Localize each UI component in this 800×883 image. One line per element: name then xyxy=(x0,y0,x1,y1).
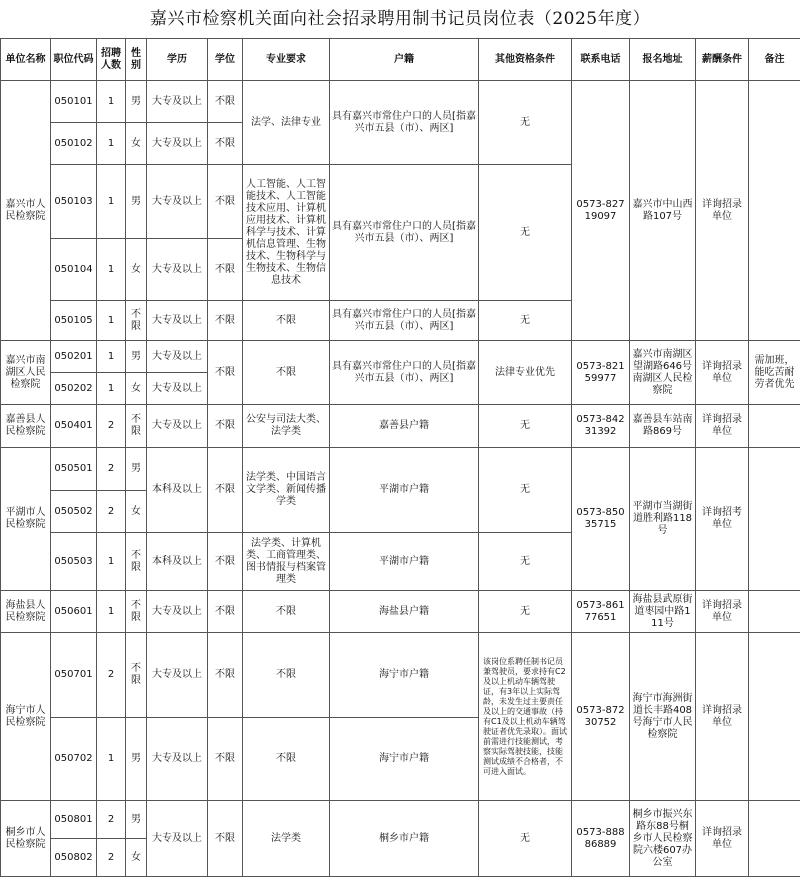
phone-cell: 0573-85035715 xyxy=(572,448,630,591)
other-cell: 无 xyxy=(479,405,572,448)
header-degree: 学位 xyxy=(208,39,243,81)
degree-cell: 不限 xyxy=(208,405,243,448)
count-cell: 2 xyxy=(97,633,126,718)
address-cell: 海盐县武原街道枣园中路111号 xyxy=(630,591,696,633)
degree-cell: 不限 xyxy=(208,591,243,633)
header-address: 报名地址 xyxy=(630,39,696,81)
degree-cell: 不限 xyxy=(208,341,243,405)
count-cell: 1 xyxy=(97,533,126,591)
unit-cell: 海盐县人民检察院 xyxy=(1,591,51,633)
edu-cell: 本科及以上 xyxy=(147,533,208,591)
position-table xyxy=(0,38,800,877)
phone-cell: 0573-88886889 xyxy=(572,801,630,877)
major-cell: 法学、法律专业 xyxy=(243,81,330,165)
code-cell: 050702 xyxy=(51,718,97,801)
address-cell: 海宁市海洲街道长丰路408号海宁市人民检察院 xyxy=(630,633,696,801)
code-cell: 050105 xyxy=(51,301,97,341)
major-cell: 不限 xyxy=(243,301,330,341)
code-cell: 050501 xyxy=(51,448,97,491)
hukou-cell: 桐乡市户籍 xyxy=(330,801,479,877)
hukou-cell: 嘉善县户籍 xyxy=(330,405,479,448)
gender-cell: 男 xyxy=(126,718,147,801)
gender-cell: 女 xyxy=(126,839,147,877)
hukou-cell: 海盐县户籍 xyxy=(330,591,479,633)
address-cell: 嘉善县车站南路869号 xyxy=(630,405,696,448)
note-cell xyxy=(749,591,800,633)
other-cell: 该岗位系聘任制书记员兼驾驶员，要求持有C2及以上机动车辆驾驶证，有3年以上实际驾龄，未发生过主要责任及以上的交通事故（持有C1及以上机动车辆驾驶证者优先录取）。面试前需进行技能测试，考察实际驾驶技能，技能测试成绩不合格者，不可进入面试。 xyxy=(479,633,572,801)
other-cell: 无 xyxy=(479,165,572,301)
degree-cell: 不限 xyxy=(208,123,243,165)
note-cell xyxy=(749,448,800,591)
header-major: 专业要求 xyxy=(243,39,330,81)
count-cell: 1 xyxy=(97,373,126,405)
unit-cell: 平湖市人民检察院 xyxy=(1,448,51,591)
degree-cell: 不限 xyxy=(208,239,243,301)
major-cell: 法学类、中国语言文学类、新闻传播学类 xyxy=(243,448,330,533)
code-cell: 050201 xyxy=(51,341,97,373)
gender-cell: 男 xyxy=(126,165,147,239)
hukou-cell: 海宁市户籍 xyxy=(330,718,479,801)
major-cell: 不限 xyxy=(243,633,330,718)
count-cell: 1 xyxy=(97,165,126,239)
header-edu: 学历 xyxy=(147,39,208,81)
count-cell: 2 xyxy=(97,839,126,877)
degree-cell: 不限 xyxy=(208,718,243,801)
phone-cell: 0573-84231392 xyxy=(572,405,630,448)
gender-cell: 不限 xyxy=(126,405,147,448)
salary-cell: 详询招考单位 xyxy=(696,448,749,591)
count-cell: 2 xyxy=(97,405,126,448)
other-cell: 无 xyxy=(479,81,572,165)
note-cell xyxy=(749,633,800,801)
note-cell xyxy=(749,81,800,341)
table-row xyxy=(1,801,800,839)
code-cell: 050103 xyxy=(51,165,97,239)
salary-cell: 详询招录单位 xyxy=(696,341,749,405)
count-cell: 1 xyxy=(97,301,126,341)
edu-cell: 大专及以上 xyxy=(147,373,208,405)
table-row xyxy=(1,633,800,718)
address-cell: 桐乡市振兴东路东88号桐乡市人民检察院六楼607办公室 xyxy=(630,801,696,877)
other-cell: 法律专业优先 xyxy=(479,341,572,405)
phone-cell: 0573-87230752 xyxy=(572,633,630,801)
edu-cell: 大专及以上 xyxy=(147,81,208,123)
degree-cell: 不限 xyxy=(208,301,243,341)
count-cell: 1 xyxy=(97,239,126,301)
edu-cell: 大专及以上 xyxy=(147,301,208,341)
header-note: 备注 xyxy=(749,39,800,81)
major-cell: 法学类、计算机类、工商管理类、图书情报与档案管理类 xyxy=(243,533,330,591)
code-cell: 050101 xyxy=(51,81,97,123)
unit-cell: 海宁市人民检察院 xyxy=(1,633,51,801)
major-cell: 人工智能、人工智能技术、人工智能技术应用、计算机应用技术、计算机科学与技术、计算机信息管理、生物技术、生物科学与生物技术、生物信息技术 xyxy=(243,165,330,301)
edu-cell: 大专及以上 xyxy=(147,718,208,801)
degree-cell: 不限 xyxy=(208,633,243,718)
table-row xyxy=(1,448,800,491)
header-count: 招聘人数 xyxy=(97,39,126,81)
other-cell: 无 xyxy=(479,301,572,341)
code-cell: 050104 xyxy=(51,239,97,301)
code-cell: 050801 xyxy=(51,801,97,839)
code-cell: 050503 xyxy=(51,533,97,591)
edu-cell: 大专及以上 xyxy=(147,239,208,301)
unit-cell: 嘉兴市人民检察院 xyxy=(1,81,51,341)
degree-cell: 不限 xyxy=(208,165,243,239)
edu-cell: 本科及以上 xyxy=(147,448,208,533)
phone-cell: 0573-82719097 xyxy=(572,81,630,341)
header-hukou: 户籍 xyxy=(330,39,479,81)
degree-cell: 不限 xyxy=(208,801,243,877)
other-cell: 无 xyxy=(479,533,572,591)
major-cell: 不限 xyxy=(243,718,330,801)
count-cell: 1 xyxy=(97,123,126,165)
gender-cell: 男 xyxy=(126,448,147,491)
code-cell: 050701 xyxy=(51,633,97,718)
salary-cell: 详询招录单位 xyxy=(696,633,749,801)
table-row xyxy=(1,591,800,633)
note-cell xyxy=(749,405,800,448)
header-row xyxy=(1,39,800,81)
salary-cell: 详询招录单位 xyxy=(696,591,749,633)
table-row xyxy=(1,81,800,123)
gender-cell: 女 xyxy=(126,373,147,405)
header-unit: 单位名称 xyxy=(1,39,51,81)
edu-cell: 大专及以上 xyxy=(147,801,208,877)
header-salary: 薪酬条件 xyxy=(696,39,749,81)
gender-cell: 不限 xyxy=(126,301,147,341)
hukou-cell: 具有嘉兴市常住户口的人员[指嘉兴市五县（市）、两区] xyxy=(330,301,479,341)
phone-cell: 0573-86177651 xyxy=(572,591,630,633)
note-cell: 需加班，能吃苦耐劳者优先 xyxy=(749,341,800,405)
other-cell: 无 xyxy=(479,591,572,633)
edu-cell: 大专及以上 xyxy=(147,341,208,373)
gender-cell: 男 xyxy=(126,81,147,123)
gender-cell: 不限 xyxy=(126,633,147,718)
other-cell: 无 xyxy=(479,801,572,877)
code-cell: 050502 xyxy=(51,491,97,533)
count-cell: 2 xyxy=(97,801,126,839)
hukou-cell: 具有嘉兴市常住户口的人员[指嘉兴市五县（市）、两区] xyxy=(330,165,479,301)
salary-cell: 详询招录单位 xyxy=(696,801,749,877)
hukou-cell: 具有嘉兴市常住户口的人员[指嘉兴市五县（市）、两区] xyxy=(330,81,479,165)
edu-cell: 大专及以上 xyxy=(147,633,208,718)
gender-cell: 女 xyxy=(126,123,147,165)
note-cell xyxy=(749,801,800,877)
salary-cell: 详询招录单位 xyxy=(696,81,749,341)
address-cell: 平湖市当湖街道胜利路118号 xyxy=(630,448,696,591)
code-cell: 050102 xyxy=(51,123,97,165)
count-cell: 1 xyxy=(97,718,126,801)
major-cell: 法学类 xyxy=(243,801,330,877)
code-cell: 050601 xyxy=(51,591,97,633)
header-code: 职位代码 xyxy=(51,39,97,81)
code-cell: 050202 xyxy=(51,373,97,405)
other-cell: 无 xyxy=(479,448,572,533)
major-cell: 公安与司法大类、法学类 xyxy=(243,405,330,448)
page-title: 嘉兴市检察机关面向社会招录聘用制书记员岗位表（2025年度） xyxy=(149,9,651,29)
edu-cell: 大专及以上 xyxy=(147,123,208,165)
major-cell: 不限 xyxy=(243,591,330,633)
gender-cell: 男 xyxy=(126,341,147,373)
gender-cell: 不限 xyxy=(126,591,147,633)
hukou-cell: 海宁市户籍 xyxy=(330,633,479,718)
table-row xyxy=(1,341,800,373)
code-cell: 050401 xyxy=(51,405,97,448)
count-cell: 1 xyxy=(97,591,126,633)
gender-cell: 男 xyxy=(126,801,147,839)
degree-cell: 不限 xyxy=(208,81,243,123)
major-cell: 不限 xyxy=(243,341,330,405)
hukou-cell: 平湖市户籍 xyxy=(330,448,479,533)
count-cell: 1 xyxy=(97,81,126,123)
edu-cell: 大专及以上 xyxy=(147,591,208,633)
header-phone: 联系电话 xyxy=(572,39,630,81)
gender-cell: 女 xyxy=(126,491,147,533)
unit-cell: 桐乡市人民检察院 xyxy=(1,801,51,877)
degree-cell: 不限 xyxy=(208,533,243,591)
count-cell: 2 xyxy=(97,448,126,491)
hukou-cell: 平湖市户籍 xyxy=(330,533,479,591)
code-cell: 050802 xyxy=(51,839,97,877)
edu-cell: 大专及以上 xyxy=(147,405,208,448)
phone-cell: 0573-82159977 xyxy=(572,341,630,405)
address-cell: 嘉兴市南湖区望湖路646号南湖区人民检察院 xyxy=(630,341,696,405)
count-cell: 1 xyxy=(97,341,126,373)
unit-cell: 嘉善县人民检察院 xyxy=(1,405,51,448)
unit-cell: 嘉兴市南湖区人民检察院 xyxy=(1,341,51,405)
header-other: 其他资格条件 xyxy=(479,39,572,81)
degree-cell: 不限 xyxy=(208,448,243,533)
edu-cell: 大专及以上 xyxy=(147,165,208,239)
gender-cell: 不限 xyxy=(126,533,147,591)
address-cell: 嘉兴市中山西路107号 xyxy=(630,81,696,341)
header-gender: 性别 xyxy=(126,39,147,81)
gender-cell: 女 xyxy=(126,239,147,301)
salary-cell: 详询招录单位 xyxy=(696,405,749,448)
hukou-cell: 具有嘉兴市常住户口的人员[指嘉兴市五县（市）、两区] xyxy=(330,341,479,405)
count-cell: 2 xyxy=(97,491,126,533)
table-row xyxy=(1,405,800,448)
